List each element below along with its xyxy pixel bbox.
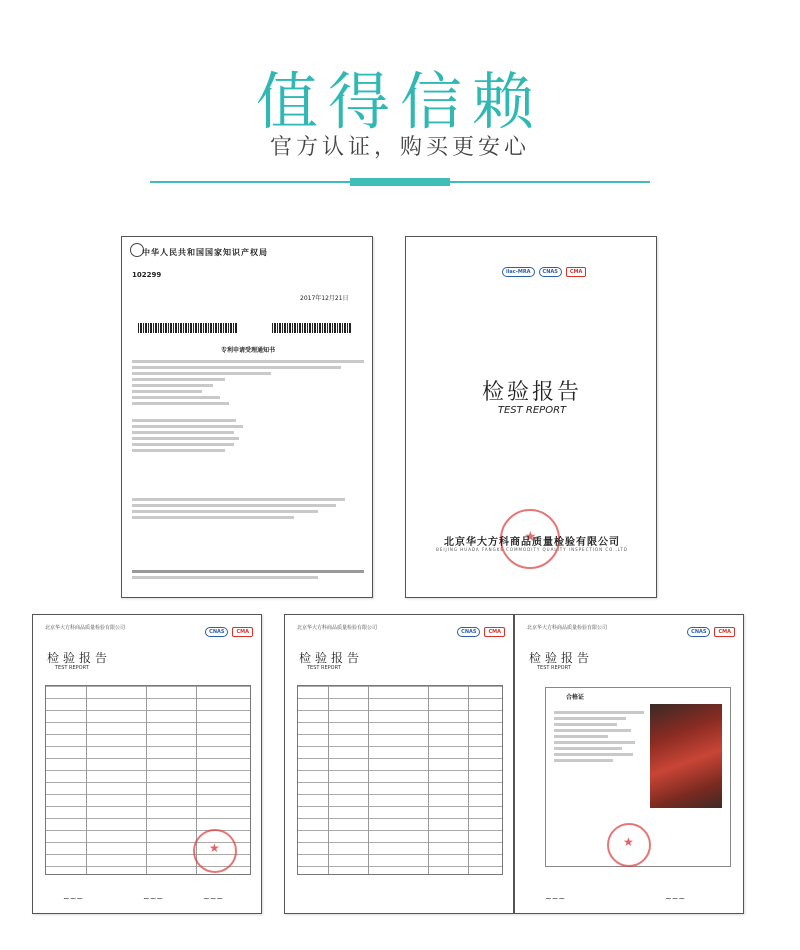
- signature: ~~~: [203, 894, 224, 903]
- company-seal-icon: [607, 823, 651, 867]
- patent-office-name: 中华人民共和国国家知识产权局: [142, 248, 268, 257]
- test-report-page-3: [514, 614, 744, 914]
- divider-center: [350, 178, 450, 186]
- patent-body-text: [132, 357, 364, 522]
- test-report-page-1: [32, 614, 262, 914]
- signature: ~~~: [545, 894, 566, 903]
- page-subtitle: 官方认证，购买更安心: [269, 135, 530, 160]
- company-name-en: BEIJING HUADA FANGKE COMMODITY QUALITY INSPECTION CO.,LTD: [436, 547, 628, 552]
- report-title-en: TEST REPORT: [307, 665, 341, 671]
- divider-right: [450, 181, 650, 183]
- company-name-cn: 北京华大方科商品质量检验有限公司: [444, 537, 620, 548]
- signature: ~~~: [143, 894, 164, 903]
- signature: ~~~: [63, 894, 84, 903]
- barcode-left: [138, 323, 238, 333]
- cnas-icon: CNAS: [539, 267, 562, 277]
- report-title-en: TEST REPORT: [55, 665, 89, 671]
- report-title-cn: 检验报告: [481, 380, 582, 405]
- test-report-page-2: [284, 614, 514, 914]
- cnas-icon: CNAS: [205, 627, 228, 637]
- divider-left: [150, 181, 350, 183]
- accreditation-logos: [205, 627, 253, 637]
- patent-footer: [132, 567, 364, 582]
- patent-date: 2017年12月21日: [300, 295, 349, 302]
- test-report-cover: [405, 236, 657, 598]
- cma-icon: CMA: [484, 627, 505, 637]
- report-title-en: TEST REPORT: [537, 665, 571, 671]
- cnas-icon: CNAS: [457, 627, 480, 637]
- barcode-right: [272, 323, 352, 333]
- report-org: 北京华大方科商品质量检验有限公司: [527, 625, 608, 631]
- cnas-icon: CNAS: [687, 627, 710, 637]
- report-title-cn: 检验报告: [299, 651, 364, 665]
- accreditation-logos: [457, 627, 505, 637]
- cma-icon: CMA: [714, 627, 735, 637]
- signature: ~~~: [665, 894, 686, 903]
- report-title-cn: 检验报告: [47, 651, 112, 665]
- report-table: [297, 685, 503, 875]
- patent-notice-document: [121, 236, 373, 598]
- ilac-mra-icon: ilac-MRA: [502, 267, 535, 277]
- company-seal-icon: [193, 829, 237, 873]
- cma-icon: CMA: [232, 627, 253, 637]
- patent-number: 102299: [132, 271, 162, 279]
- report-title-en: TEST REPORT: [497, 405, 567, 416]
- report-org: 北京华大方科商品质量检验有限公司: [45, 625, 126, 631]
- accreditation-logos: [687, 627, 735, 637]
- report-title-cn: 检验报告: [529, 651, 594, 665]
- page-title: 值得信赖: [255, 65, 544, 138]
- certificate-title: 合格证: [566, 694, 585, 701]
- report-org: 北京华大方科商品质量检验有限公司: [297, 625, 378, 631]
- product-photo: [650, 704, 722, 808]
- patent-notice-title: 专利申请受理通知书: [220, 347, 275, 354]
- cma-icon: CMA: [566, 267, 587, 277]
- accreditation-logos: [502, 263, 652, 281]
